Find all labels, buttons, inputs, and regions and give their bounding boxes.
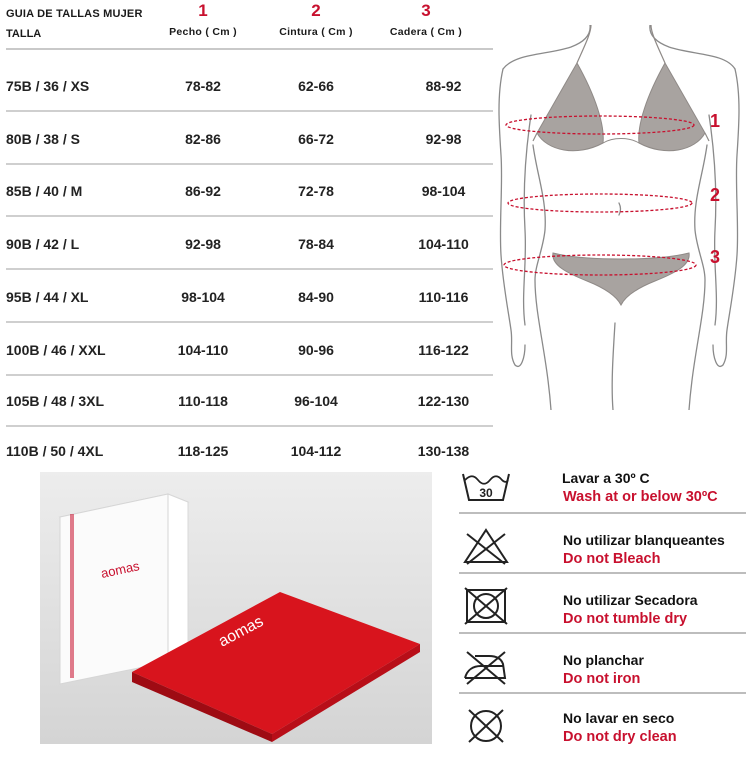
hip-marker: 3 [710, 247, 721, 267]
body-outline-illustration [495, 25, 750, 410]
no-dry-clean-icon [459, 706, 513, 746]
size-guide-table [0, 0, 495, 470]
wash-30-icon [459, 466, 513, 506]
column-header-cadera [371, 2, 481, 38]
cadera-cell: 130-138 [417, 443, 470, 459]
cintura-cell: 90-96 [298, 342, 334, 358]
no-bleach-icon [459, 526, 513, 566]
column-number: 1 [198, 1, 208, 20]
row-divider [6, 268, 493, 270]
cadera-cell: 104-110 [418, 236, 469, 252]
cintura-cell: 62-66 [298, 78, 334, 94]
cadera-cell: 116-122 [418, 342, 469, 358]
no-iron-icon [459, 646, 513, 686]
pecho-cell: 98-104 [181, 289, 225, 305]
care-text-es: No planchar [563, 652, 644, 668]
talla-cell: 95B / 44 / XL [6, 289, 89, 305]
care-text-es: No lavar en seco [563, 710, 675, 726]
row-divider [6, 163, 493, 165]
cintura-cell: 104-112 [290, 443, 342, 459]
row-divider [6, 215, 493, 217]
cadera-cell: 122-130 [417, 393, 470, 409]
header-divider [6, 48, 493, 50]
care-text-en: Do not tumble dry [563, 611, 688, 627]
no-tumble-dry-icon [459, 586, 513, 626]
row-divider [6, 321, 493, 323]
column-name: Pecho ( Cm ) [169, 26, 237, 38]
care-text-en: Wash at or below 30ºC [563, 489, 718, 505]
cintura-cell: 72-78 [298, 183, 334, 199]
waist-marker: 2 [710, 185, 721, 205]
care-text-es: No utilizar blanqueantes [563, 532, 725, 548]
care-item-dry-clean [455, 702, 750, 760]
column-header-pecho [148, 2, 258, 38]
cintura-cell: 84-90 [298, 289, 334, 305]
talla-cell: 75B / 36 / XS [6, 78, 90, 94]
table-row [0, 71, 495, 101]
care-text-en: Do not iron [563, 671, 641, 687]
brand-logo-white-box: aomas [99, 558, 141, 581]
talla-cell: 80B / 38 / S [6, 131, 80, 147]
care-item-wash [455, 462, 750, 520]
brand-logo-red-box: aomas [215, 612, 267, 651]
talla-cell: 100B / 46 / XXL [6, 342, 106, 358]
table-row [0, 176, 495, 206]
column-name: Cadera ( Cm ) [389, 26, 463, 38]
pecho-cell: 104-110 [177, 342, 229, 358]
cintura-cell: 66-72 [298, 131, 334, 147]
cadera-cell: 110-116 [418, 289, 469, 305]
table-row [0, 124, 495, 154]
cadera-cell: 92-98 [425, 131, 462, 147]
pecho-cell: 86-92 [185, 183, 221, 199]
care-item-iron [455, 642, 750, 700]
size-guide-title: GUIA DE TALLAS MUJER [6, 8, 143, 20]
table-row [0, 335, 495, 365]
column-number: 2 [311, 1, 321, 20]
row-divider [6, 425, 493, 427]
wash-temperature: 30 [479, 486, 493, 500]
column-name: Cintura ( Cm ) [279, 26, 353, 38]
cadera-cell: 98-104 [421, 183, 466, 199]
talla-cell: 85B / 40 / M [6, 183, 83, 199]
pecho-cell: 82-86 [185, 131, 221, 147]
pecho-cell: 78-82 [185, 78, 221, 94]
talla-cell: 90B / 42 / L [6, 236, 80, 252]
care-text-es: No utilizar Secadora [563, 592, 698, 608]
pecho-cell: 110-118 [178, 393, 228, 409]
table-row [0, 436, 495, 466]
column-header-cintura [261, 2, 371, 38]
cadera-cell: 88-92 [425, 78, 462, 94]
talla-cell: 110B / 50 / 4XL [6, 443, 104, 459]
cintura-cell: 96-104 [294, 393, 338, 409]
care-item-bleach [455, 522, 750, 580]
care-divider [459, 572, 746, 574]
cintura-cell: 78-84 [298, 236, 334, 252]
table-row [0, 282, 495, 312]
pecho-cell: 92-98 [185, 236, 221, 252]
care-divider [459, 512, 746, 514]
care-text-en: Do not dry clean [563, 729, 677, 745]
care-text-en: Do not Bleach [563, 551, 661, 567]
care-divider [459, 632, 746, 634]
column-number: 3 [421, 1, 431, 20]
talla-column-header: TALLA [6, 28, 42, 40]
talla-cell: 105B / 48 / 3XL [6, 393, 105, 409]
row-divider [6, 374, 493, 376]
table-row [0, 386, 495, 416]
pecho-cell: 118-125 [177, 443, 229, 459]
product-box-photo [40, 472, 432, 744]
care-item-tumble-dry [455, 582, 750, 640]
care-text-es: Lavar a 30º C [562, 470, 650, 486]
table-row [0, 229, 495, 259]
row-divider [6, 110, 493, 112]
gift-box-illustration [40, 472, 432, 744]
bust-marker: 1 [710, 111, 721, 131]
care-instructions [455, 462, 750, 750]
care-divider [459, 692, 746, 694]
measurement-figure [495, 25, 750, 410]
